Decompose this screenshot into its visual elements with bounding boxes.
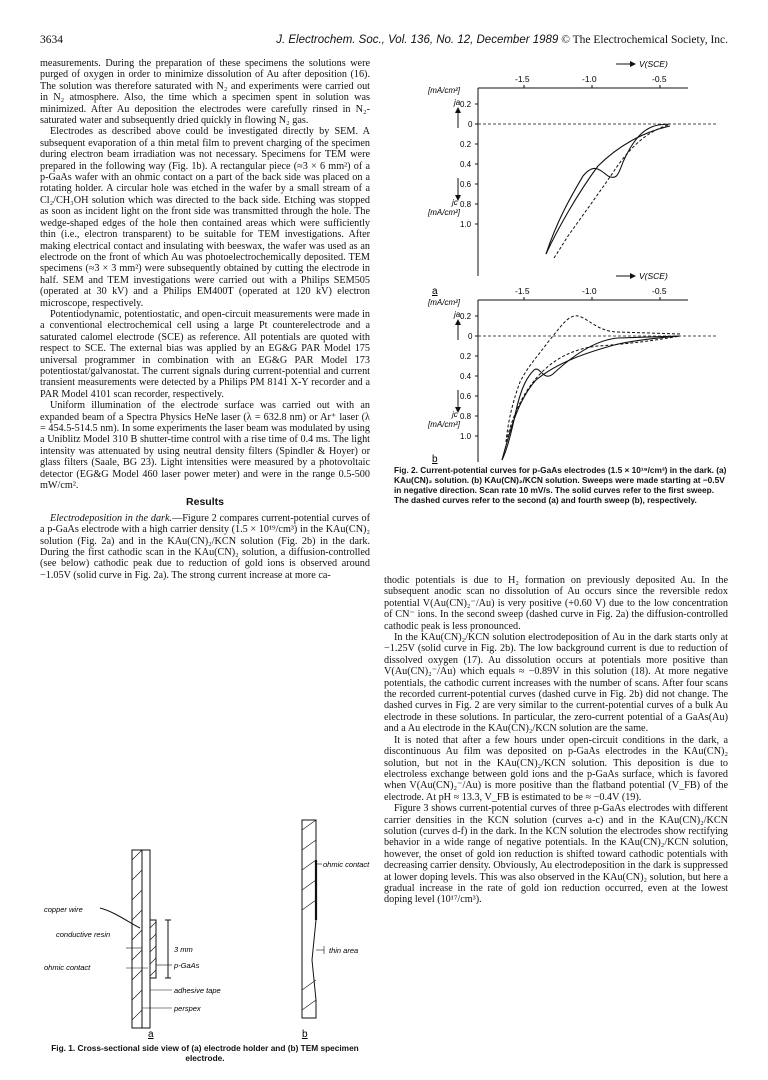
paragraph: [40, 513, 370, 581]
y-tick: 0.6: [460, 180, 472, 189]
left-column: [40, 58, 370, 581]
anodic-label: ja: [454, 98, 461, 107]
y-tick: 1.0: [460, 220, 472, 229]
panel-label: b: [432, 454, 438, 465]
run-in-heading: Electrodeposition in the dark.: [50, 512, 173, 524]
y-tick: 1.0: [460, 432, 472, 441]
x-tick: -1.0: [582, 286, 597, 296]
y-tick: 0.8: [460, 200, 472, 209]
y-tick: 0.8: [460, 412, 472, 421]
figure-1-caption: Fig. 1. Cross-sectional side view of (a) electrode holder and (b) TEM specimen electrode.: [51, 1043, 359, 1063]
cathodic-label: jc: [452, 198, 458, 207]
label-ohmic-contact: ohmic contact: [44, 963, 91, 972]
label-conductive-resin: conductive resin: [56, 930, 111, 939]
current-curve-dashed: [554, 125, 668, 258]
y-tick: 0.4: [460, 160, 472, 169]
y-tick: 0: [468, 332, 473, 341]
y-tick: 0.4: [460, 372, 472, 381]
label-perspex: perspex: [174, 1004, 201, 1013]
y-unit-label: [mA/cm²]: [428, 298, 460, 307]
figure-1-panel-a: [44, 850, 221, 1040]
cathodic-label: jc: [452, 410, 458, 419]
x-axis-label: V(SCE): [639, 271, 668, 281]
y-unit-label: [mA/cm²]: [428, 86, 460, 95]
x-tick: -1.0: [582, 74, 597, 84]
paragraph-text: —Figure 2 compares current-potential curves of a p-GaAs electrode with a high carrier density (1.5 × 10¹⁹/cm³) in the KAu(CN)₂ solution (Fig. 2a) and in the KAu(CN)₂/KCN solution (Fig. 2b) in the dark. During the first cathodic scan in the KAu(CN)₂ solution, a diffusion-controlled (see below) cathodic peak due to reduction of gold ions is observed around −1.05V (solid curve in Fig. 2a). The strong current increase at more ca-: [40, 512, 370, 581]
right-column: [384, 575, 728, 906]
current-curve-dashed: [506, 316, 680, 442]
y-tick: 0.2: [460, 312, 472, 321]
panel-label: b: [302, 1029, 308, 1040]
page-header: [40, 34, 728, 52]
paragraph: Electrodes as described above could be investigated directly by SEM. A subsequent evaporation of a thin metal film to prevent charging of the specimen during electron beam irradiation was not necessary. Specimens for TEM were prepared in the following way (Fig. 1b). A rectangular piece (≈3 × 6 mm²) of a p-GaAs wafer with an ohmic contact on a part of the back side was placed on a rotating holder. A circular hole was etched in the wafer by a small stream of a Cl₂/CH₃OH solution which was directed to the back side. Etching was stopped as soon as incident light on the front side was transmitted through the hole. The wedge-shaped edges of the hole then contained areas which were sufficiently thin (i.e., electron transparent) to be suitable for TEM investigations. After making electrical contact and insulating with beeswax, the wafer was used as an electrode on the front of which Au was photoelectrochemically deposited. TEM specimens (≈3 × 3 mm²) were subsequently obtained by cutting the electrode in half. SEM and TEM investigations were carried out with a Philips SEM505 (operated at 30 kV) and a Philips EM400T (operated at 120 kV) electron microscope, respectively.: [40, 126, 370, 309]
paragraph: Figure 3 shows current-potential curves of three p-GaAs electrodes with different carrier densities in the KCN solution (curves a-c) and in the KAu(CN)₂/KCN solution (curves d-f) in the dark. In the KCN solution the electrodes show rectifying behavior in a wide range of negative potentials. In the KAu(CN)₂/KCN solution, however, the onset of gold ion reduction is shifted toward cathodic potentials with decreasing carrier density. Obviously, Au electrodeposition in the dark is suppressed at lower doping levels. This was also observed in the KAu(CN)₂ solution, but here a gradual increase in the rate of gold ion reduction occurred, even at the lowest doping level (10¹⁷/cm³).: [384, 803, 728, 906]
paragraph: In the KAu(CN)₂/KCN solution electrodeposition of Au in the dark starts only at −1.25V (solid curve in Fig. 2b). The low background current is due to reduction of dissolved oxygen (17). Au dissolution occurs at potentials more positive than V(Au(CN)₂⁻/Au) which equals ≈ −0.89V in this solution (18). At more negative potentials, the cathodic current increases with the number of scans. After four scans the recorded current-potential curves (dashed curve in Fig. 2b) did not change. The dashed curves in Fig. 2 are very similar to the current-potential curves of a bulk Au electrode in these solutions. In particular, the zero-current potential of a GaAs(Au) and a Au electrode in the KAu(CN)₂/KCN solution are the same.: [384, 632, 728, 735]
panel-label: a: [432, 286, 438, 297]
anodic-label: ja: [454, 310, 461, 319]
label-p-gaas: p-GaAs: [174, 961, 200, 970]
current-curve-solid: [502, 336, 680, 460]
x-tick: -0.5: [652, 74, 667, 84]
y-tick: 0.2: [460, 140, 472, 149]
y-tick: 0.6: [460, 392, 472, 401]
paragraph: Uniform illumination of the electrode surface was carried out with an expanded beam of a Spectra Physics HeNe laser (λ = 632.8 nm) or Ar⁺ laser (λ = 454.5-514.5 nm). In some experiments the laser beam was modulated by using a Uniblitz Model 310 B shutter-time control with a rise time of 0.4 ms. The light intensity was attenuated by using neutral density filters (Spindler & Hoyer) or glass filters (Saale, BG 23). Light intensities were measured by a photovoltaic detector (EG&G Model 460 laser power meter) and were in the range 0.5-500 mW/cm².: [40, 400, 370, 492]
current-curve-solid: [502, 336, 680, 460]
x-tick: -0.5: [652, 286, 667, 296]
section-heading: Results: [186, 496, 224, 509]
figure-1-panel-b: [302, 820, 370, 1040]
figure-2-panel-a: [427, 59, 718, 297]
x-tick: -1.5: [515, 74, 530, 84]
copyright: © The Electrochemical Society, Inc.: [561, 34, 728, 46]
paragraph: It is noted that after a few hours under open-circuit conditions in the dark, a discontinuous Au film was deposited on p-GaAs electrodes in the KAu(CN)₂ solution, but not in the KAu(CN)₂/KCN solution. This deposition is due to electroless exchange between gold ions and the p-GaAs surface, which is favored when V(Au(CN)₂⁻/Au) is more positive than the flatband potential (V_FB) of the electrode. At pH ≈ 13.3, V_FB is estimated to be ≈ −0.4V (19).: [384, 734, 728, 803]
label-3mm: 3 mm: [174, 945, 193, 954]
y-unit-label: [mA/cm²]: [428, 208, 460, 217]
y-tick: 0.2: [460, 100, 472, 109]
x-axis-label: V(SCE): [639, 59, 668, 69]
current-curve-solid: [546, 126, 670, 254]
figure-1: [40, 800, 370, 1040]
y-tick: 0.2: [460, 352, 472, 361]
label-adhesive-tape: adhesive tape: [174, 986, 221, 995]
journal-citation: [276, 34, 728, 46]
figure-2: [418, 58, 728, 465]
y-unit-label: [mA/cm²]: [428, 420, 460, 429]
y-tick: 0: [468, 120, 473, 129]
paragraph: measurements. During the preparation of these specimens the solutions were purged of oxygen in order to minimize dissolution of Au after deposition (16). The solution was therefore saturated with N₂ and experiments were carried out in N₂ atmosphere. Also, the time which a specimen spent in solution was minimized. After Au deposition the electrodes were carefully rinsed in N₂-saturated water and subsequently dried quickly in flowing N₂ gas.: [40, 58, 370, 127]
label-copper-wire: copper wire: [44, 905, 83, 914]
x-tick: -1.5: [515, 286, 530, 296]
paragraph: thodic potentials is due to H₂ formation on previously deposited Au. In the subsequent anodic scan no dissolution of Au occurs since the reversible redox potential V(Au(CN)₂⁻/Au) is very positive (+0.60 V) due to the low concentration of CN⁻ ions. In the second sweep (dashed curve in Fig. 2a) the diffusion-controlled cathodic peak is less pronounced.: [384, 575, 728, 632]
figure-2-caption: Fig. 2. Current-potential curves for p-GaAs electrodes (1.5 × 10¹⁹/cm³) in the dark. (a) KAu(CN)₂ solution. (b) KAu(CN)₂/KCN solution. Sweeps were made starting at −0.5V in negative direction. Scan rate 10 mV/s. The solid curves refer to the first sweep. The dashed curves refer to the second (a) and fourth sweep (b), respectively.: [394, 465, 727, 505]
label-thin-area: thin area: [329, 946, 359, 955]
current-curve-solid: [546, 124, 670, 254]
label-ohmic-contact-b: ohmic contact: [323, 860, 370, 869]
paragraph: Potentiodynamic, potentiostatic, and open-circuit measurements were made in a conventional electrochemical cell using a large Pt counterelectrode and a saturated calomel electrode (SCE) as reference. All potentials are quoted with respect to SCE. The external bias was applied by an EG&G PAR Model 175 universal programmer in combination with an EG&G PAR Model 173 potentiostat/galvanostat. The current signals during current-potential and current transient measurements were detected by a Philips PM 8141 X-Y recorder and a PAR Model 4101 scan recorder, respectively.: [40, 308, 370, 400]
panel-label: a: [148, 1029, 154, 1040]
figure-2-panel-b: [427, 271, 718, 465]
journal-name: J. Electrochem. Soc., Vol. 136, No. 12, December 1989: [276, 34, 559, 46]
page-number: 3634: [40, 34, 63, 46]
